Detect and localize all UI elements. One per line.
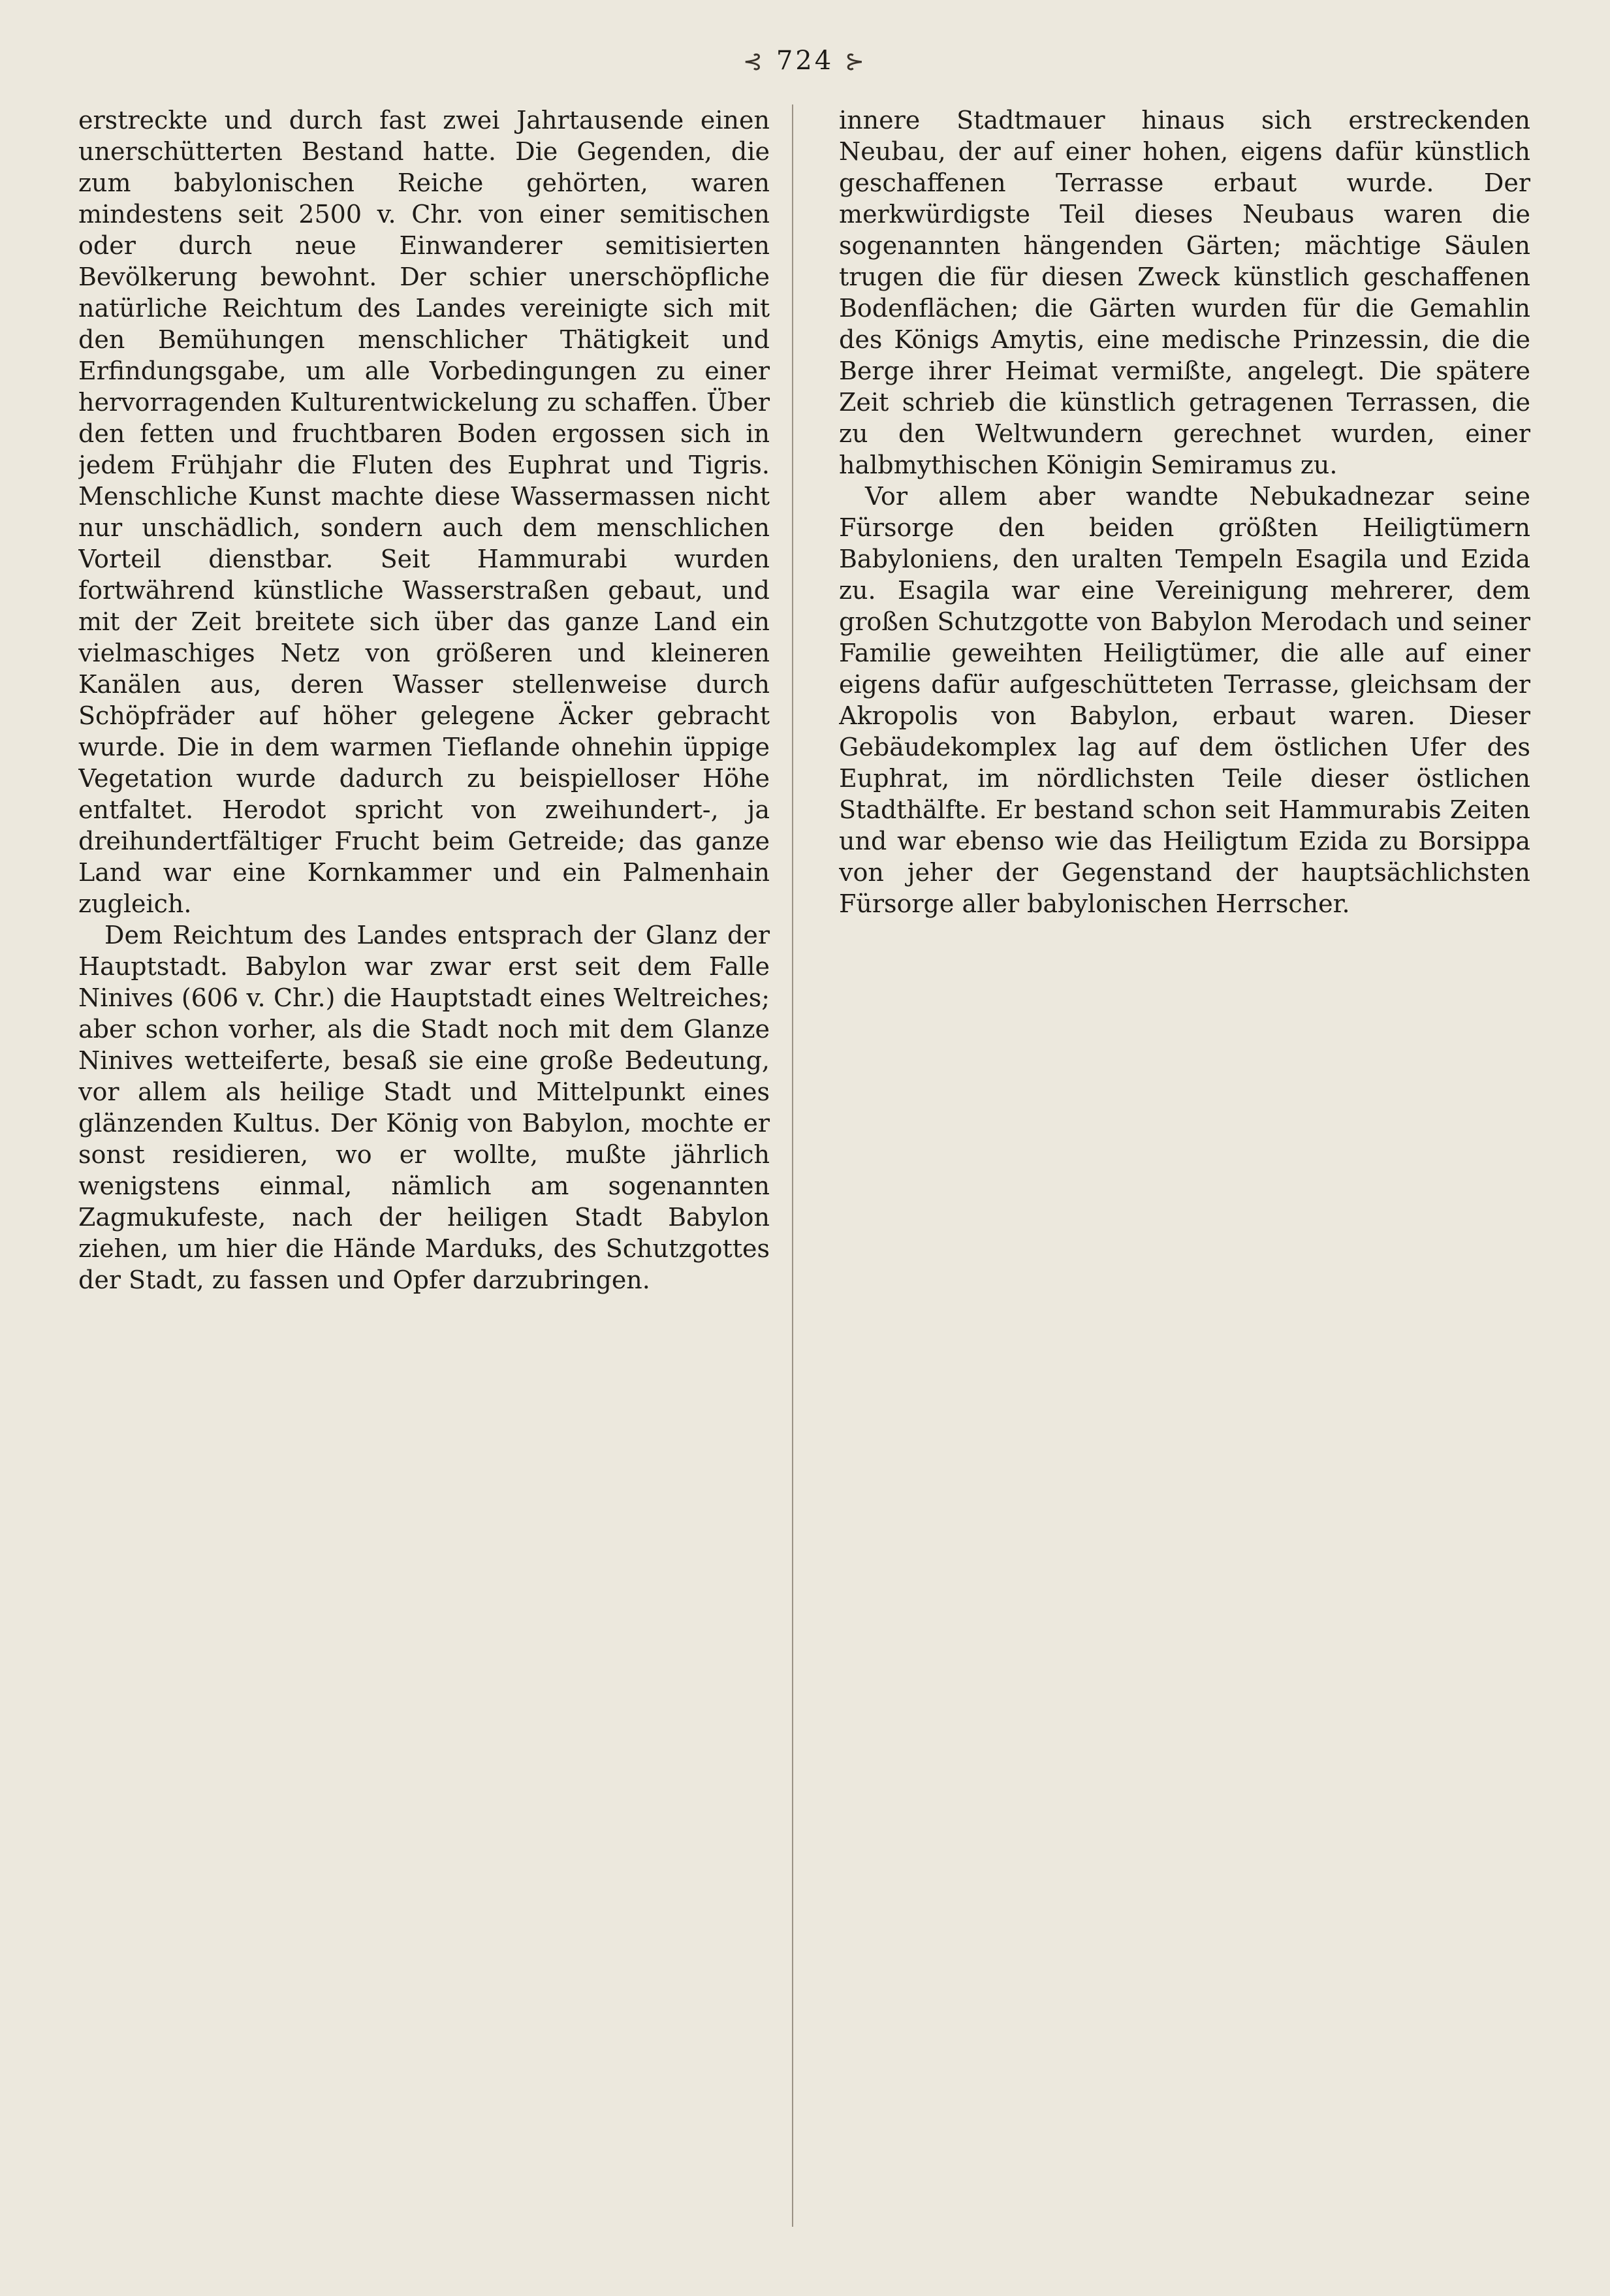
- right-column: [839, 104, 1532, 2227]
- page-header: [78, 46, 1532, 91]
- paragraph: Dem Reichtum des Landes entsprach der Glanz der Hauptstadt. Babylon war zwar erst seit dem Falle Ninives (606 v. Chr.) die Hauptstadt eines Weltreiches; aber schon vorher, als die Stadt noch mit dem Glanze Ninives wetteiferte, besaß sie eine große Bedeutung, vor allem als heilige Stadt und Mittelpunkt eines glänzenden Kultus. Der König von Babylon, mochte er sonst residieren, wo er wollte, mußte jährlich wenigstens einmal, nämlich am sogenannten Zagmukufeste, nach der heiligen Stadt Babylon ziehen, um hier die Hände Marduks, des Schutzgottes der Stadt, zu fassen und Opfer darzubringen.: [78, 921, 770, 1294]
- ornament-left-icon: ⊰: [742, 48, 766, 75]
- paragraph: erstreckte und durch fast zwei Jahrtausende einen unerschütterten Bestand hatte. Die Gegenden, die zum babylonischen Reiche gehörten, waren mindestens seit 2500 v. Chr. von einer semitischen oder durch neue Einwanderer semitisierten Bevölkerung bewohnt. Der schier unerschöpfliche natürliche Reichtum des Landes vereinigte sich mit den Bemühungen menschlicher Thätigkeit und Erfindungsgabe, um alle Vorbedingungen zu einer hervorragenden Kulturentwickelung zu schaffen. Über den fetten und fruchtbaren Boden ergossen sich in jedem Frühjahr die Fluten des Euphrat und Tigris. Menschliche Kunst machte diese Wassermassen nicht nur unschädlich, sondern auch dem menschlichen Vorteil dienstbar. Seit Hammurabi wurden fortwährend künstliche Wasserstraßen gebaut, und mit der Zeit breitete sich über das ganze Land ein vielmaschiges Netz von größeren und kleineren Kanälen aus, deren Wasser stellenweise durch Schöpfräder auf höher gelegene Äcker gebracht wurde. Die in dem warmen Tieflande ohnehin üppige Vegetation wurde dadurch zu beispielloser Höhe entfaltet. Herodot spricht von zweihundert-, ja dreihundertfältiger Frucht beim Getreide; das ganze Land war eine Kornkammer und ein Palmenhain zugleich.: [78, 106, 770, 918]
- ornament-right-icon: ⊱: [844, 48, 868, 75]
- paragraph: innere Stadtmauer hinaus sich erstreckenden Neubau, der auf einer hohen, eigens dafür künstlich geschaffenen Terrasse erbaut wurde. Der merkwürdigste Teil dieses Neubaus waren die sogenannten hängenden Gärten; mächtige Säulen trugen die für diesen Zweck künstlich geschaffenen Bodenflächen; die Gärten wurden für die Gemahlin des Königs Amytis, eine medische Prinzessin, die die Berge ihrer Heimat vermißte, angelegt. Die spätere Zeit schrieb die künstlich getragenen Terrassen, die zu den Weltwundern gerechnet wurden, einer halbmythischen Königin Semiramus zu.: [839, 106, 1530, 479]
- paragraph: Vor allem aber wandte Nebukadnezar seine Fürsorge den beiden größten Heiligtümern Babyloniens, den uralten Tempeln Esagila und Ezida zu. Esagila war eine Vereinigung mehrerer, dem großen Schutzgotte von Babylon Merodach und seiner Familie geweihten Heiligtümer, die alle auf einer eigens dafür aufgeschütteten Terrasse, gleichsam der Akropolis von Babylon, erbaut waren. Dieser Gebäudekomplex lag auf dem östlichen Ufer des Euphrat, im nördlichsten Teile dieser östlichen Stadthälfte. Er bestand schon seit Hammurabis Zeiten und war ebenso wie das Heiligtum Ezida zu Borsippa von jeher der Gegenstand der hauptsächlichsten Fürsorge aller babylonischen Herrscher.: [839, 482, 1530, 918]
- left-column: [78, 104, 793, 2227]
- text-columns: [78, 104, 1532, 2227]
- page-number: 724: [776, 46, 834, 76]
